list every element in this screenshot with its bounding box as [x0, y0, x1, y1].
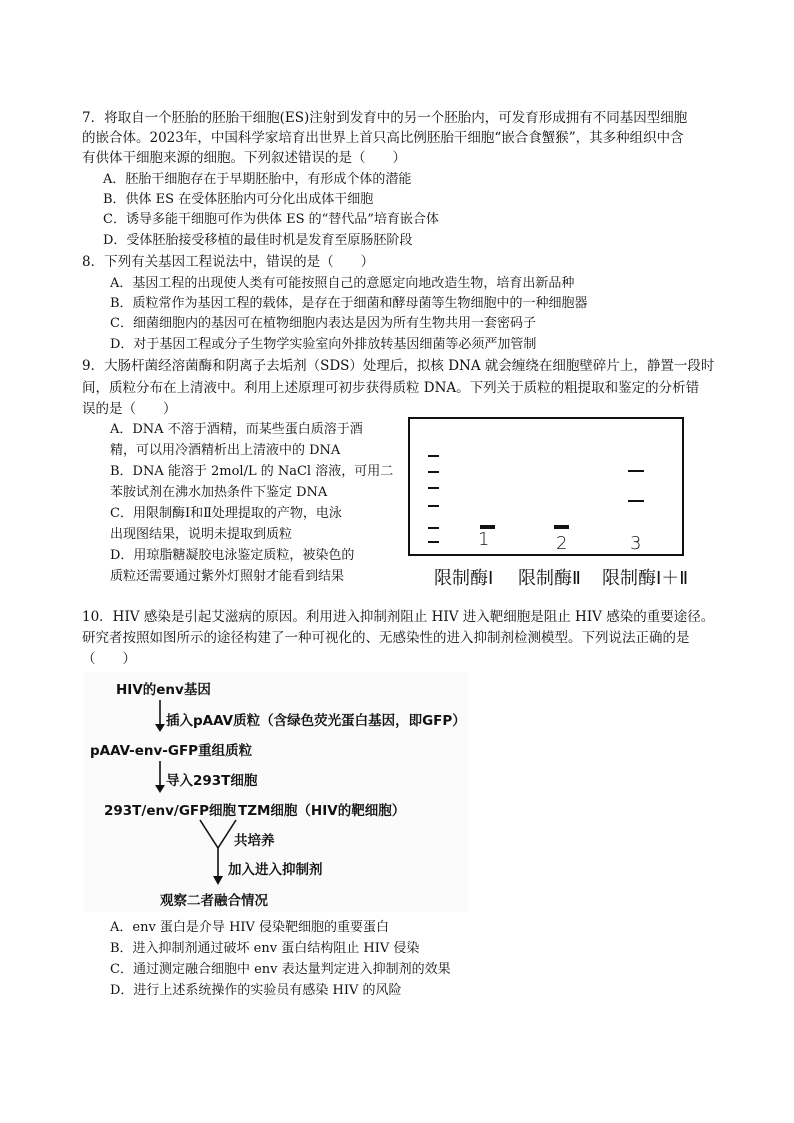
lane-label-3: 3 — [630, 533, 642, 554]
diagram-arrow-transfect-293T: 导入293T细胞 — [166, 773, 258, 789]
lane-label-2: 2 — [556, 533, 568, 554]
gel-electrophoresis-figure — [408, 417, 684, 556]
diagram-step-293T-cell: 293T/env/GFP细胞 — [104, 803, 237, 819]
marker-band — [428, 541, 439, 543]
diagram-arrow-coculture: 共培养 — [234, 833, 275, 849]
diagram-step-observe-fusion: 观察二者融合情况 — [160, 893, 268, 909]
q9-stem-line-2: 间，质粒分布在上清液中。利用上述原理可初步获得质粒 DNA。下列关于质粒的粗提取和鉴定的分析错 — [82, 380, 700, 396]
q10-stem-line-1: 10．HIV 感染是引起艾滋病的原因。利用进入抑制剂阻止 HIV 进入靶细胞是阻止 HIV 感染的重要途径。 — [82, 609, 715, 625]
diagram-step-TZM-cell: TZM细胞（HIV的靶细胞） — [238, 803, 406, 819]
q10-option-c: C．通过测定融合细胞中 env 表达量判定进入抑制剂的效果 — [110, 962, 451, 977]
q7-stem-line-2: 的嵌合体。2023年，中国科学家培育出世界上首只高比例胚胎干细胞“嵌合食蟹猴”，其多种组织中含 — [82, 130, 684, 146]
q8-option-d: D．对于基因工程或分子生物学实验室向外排放转基因细菌等必须严加管制 — [110, 337, 537, 352]
marker-band — [428, 455, 439, 457]
enzyme-label-3: 限制酶Ⅰ＋Ⅱ — [602, 568, 689, 589]
q7-stem-line-1: 7．将取自一个胚胎的胚胎干细胞(ES)注射到发育中的另一个胚胎内，可发育形成拥有不同基因型细胞 — [82, 110, 688, 126]
marker-band — [428, 505, 439, 507]
lane-label-1: 1 — [478, 529, 490, 550]
q10-option-d: D．进行上述系统操作的实验员有感染 HIV 的风险 — [110, 983, 402, 998]
q9-option-a-line-1: A．DNA 不溶于酒精，而某些蛋白质溶于酒 — [110, 422, 363, 437]
diagram-arrow-insert-pAAV: 插入pAAV质粒（含绿色荧光蛋白基因，即GFP） — [166, 713, 466, 729]
q7-option-b: B．供体 ES 在受体胚胎内可分化出成体干细胞 — [103, 192, 374, 207]
q8-option-c: C．细菌细胞内的基因可在植物细胞内表达是因为所有生物共用一套密码子 — [110, 316, 536, 331]
q7-option-a: A．胚胎干细胞存在于早期胚胎中，有形成个体的潜能 — [103, 172, 412, 187]
q10-option-b: B．进入抑制剂通过破坏 env 蛋白结构阻止 HIV 侵染 — [110, 941, 420, 956]
q8-stem: 8．下列有关基因工程说法中，错误的是（ ） — [82, 254, 375, 270]
q9-option-a-line-2: 精，可以用冷酒精析出上清液中的 DNA — [110, 443, 341, 458]
enzyme-label-1: 限制酶Ⅰ — [434, 568, 494, 589]
q10-stem-line-3: （ ） — [82, 651, 136, 667]
diagram-arrow-add-inhibitor: 加入进入抑制剂 — [228, 862, 323, 878]
diagram-step-env-gene: HIV的env基因 — [116, 682, 211, 698]
q9-option-b-line-2: 苯胺试剂在沸水加热条件下鉴定 DNA — [110, 485, 328, 500]
q9-option-c-line-2: 出现图结果，说明未提取到质粒 — [110, 527, 293, 542]
diagram-step-recombinant-plasmid: pAAV-env-GFP重组质粒 — [90, 743, 253, 759]
marker-band — [428, 471, 439, 473]
q9-option-b-line-1: B．DNA 能溶于 2mol/L 的 NaCl 溶液，可用二 — [110, 464, 394, 479]
enzyme-label-2: 限制酶Ⅱ — [518, 568, 581, 589]
marker-band — [428, 487, 439, 489]
lane-2-band — [554, 525, 569, 529]
q7-stem-line-3: 有供体干细胞来源的细胞。下列叙述错误的是（ ） — [82, 150, 406, 166]
q7-option-d: D．受体胚胎接受移植的最佳时机是发育至原肠胚阶段 — [103, 233, 413, 248]
lane-3-band-upper — [628, 470, 644, 472]
q8-option-b: B．质粒常作为基因工程的载体，是存在于细菌和酵母菌等生物细胞中的一种细胞器 — [110, 296, 588, 311]
lane-3-band-lower — [628, 500, 644, 502]
q9-stem-line-3: 误的是（ ） — [82, 401, 177, 417]
q8-option-a: A．基因工程的出现使人类有可能按照自己的意愿定向地改造生物，培育出新品种 — [110, 276, 575, 291]
q10-stem-line-2: 研究者按照如图所示的途径构建了一种可视化的、无感染性的进入抑制剂检测模型。下列说法正确的是 — [82, 630, 690, 646]
q9-option-d-line-1: D．用琼脂糖凝胶电泳鉴定质粒，被染色的 — [110, 548, 355, 563]
q9-stem-line-1: 9．大肠杆菌经溶菌酶和阴离子去垢剂（SDS）处理后，拟核 DNA 就会缠绕在细胞壁碎片上，静置一段时 — [82, 358, 715, 374]
q9-option-c-line-1: C．用限制酶Ⅰ和Ⅱ处理提取的产物，电泳 — [110, 506, 342, 521]
q7-option-c: C．诱导多能干细胞可作为供体 ES 的“替代品”培育嵌合体 — [103, 212, 439, 227]
q9-option-d-line-2: 质粒还需要通过紫外灯照射才能看到结果 — [110, 569, 345, 584]
marker-band — [428, 527, 439, 529]
q10-option-a: A．env 蛋白是介导 HIV 侵染靶细胞的重要蛋白 — [110, 920, 390, 935]
